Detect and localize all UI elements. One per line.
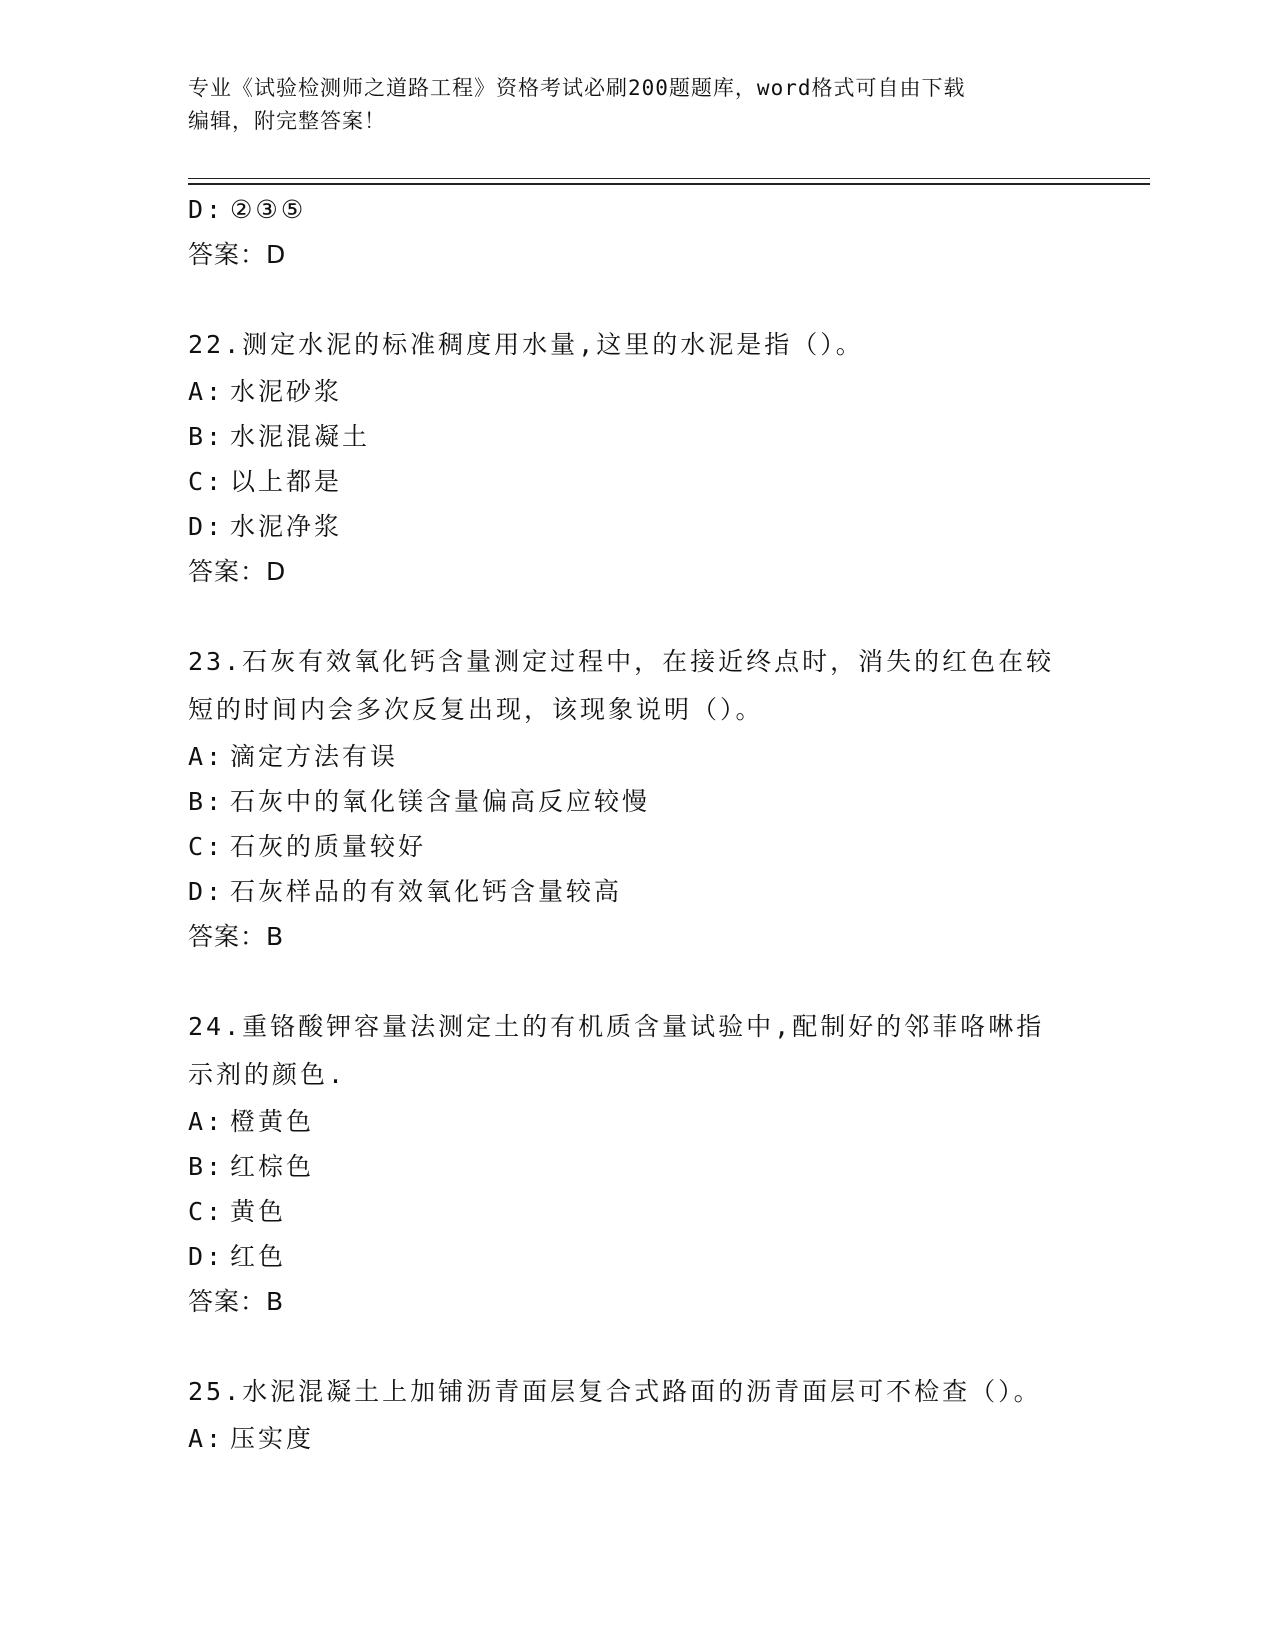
option-text: 压实度 bbox=[230, 1424, 315, 1453]
answer: 答案：B bbox=[188, 922, 285, 951]
question-stem-line-2: 示剂的颜色. bbox=[188, 1060, 347, 1089]
option-key: A: bbox=[188, 742, 225, 771]
option-text: 水泥净浆 bbox=[230, 512, 343, 541]
document-header bbox=[188, 72, 1068, 138]
option-text: ②③⑤ bbox=[230, 195, 307, 224]
option-key: D: bbox=[188, 195, 225, 224]
option-text: 水泥混凝土 bbox=[230, 422, 371, 451]
option-b bbox=[188, 1144, 1088, 1189]
option-key: C: bbox=[188, 832, 225, 861]
option-a bbox=[188, 1099, 1088, 1144]
option-text: 滴定方法有误 bbox=[230, 742, 399, 771]
option-key: C: bbox=[188, 467, 225, 496]
option-a bbox=[188, 734, 1088, 779]
question-stem-line-1: 24.重铬酸钾容量法测定土的有机质含量试验中,配制好的邻菲咯啉指 bbox=[188, 1012, 1045, 1041]
option-c bbox=[188, 1189, 1088, 1234]
option-text: 石灰样品的有效氧化钙含量较高 bbox=[230, 877, 623, 906]
option-text: 石灰的质量较好 bbox=[230, 832, 427, 861]
question-stem: 22.测定水泥的标准稠度用水量,这里的水泥是指（）。 bbox=[188, 330, 864, 359]
question-22 bbox=[188, 321, 1088, 595]
question-stem: 25.水泥混凝土上加铺沥青面层复合式路面的沥青面层可不检查（）。 bbox=[188, 1377, 1042, 1406]
question-25 bbox=[188, 1368, 1088, 1461]
question-stem-line-1: 23.石灰有效氧化钙含量测定过程中，在接近终点时，消失的红色在较 bbox=[188, 647, 1055, 676]
question-24 bbox=[188, 1003, 1088, 1325]
option-key: D: bbox=[188, 512, 225, 541]
option-text: 水泥砂浆 bbox=[230, 377, 343, 406]
option-key: B: bbox=[188, 787, 225, 816]
option-c bbox=[188, 824, 1088, 869]
option-c bbox=[188, 459, 1088, 504]
header-divider-top bbox=[188, 178, 1150, 179]
option-key: B: bbox=[188, 422, 225, 451]
option-key: A: bbox=[188, 1107, 225, 1136]
answer: 答案：B bbox=[188, 1287, 285, 1316]
option-text: 石灰中的氧化镁含量偏高反应较慢 bbox=[230, 787, 651, 816]
option-a bbox=[188, 369, 1088, 414]
option-d bbox=[188, 1234, 1088, 1279]
option-key: D: bbox=[188, 877, 225, 906]
option-key: A: bbox=[188, 1424, 225, 1453]
option-key: C: bbox=[188, 1197, 225, 1226]
header-line-1: 专业《试验检测师之道路工程》资格考试必刷200题题库，word格式可自由下载 bbox=[188, 76, 966, 100]
option-d bbox=[188, 869, 1088, 914]
option-key: D: bbox=[188, 1242, 225, 1271]
option-text: 红色 bbox=[230, 1242, 287, 1271]
option-d bbox=[188, 504, 1088, 549]
option-d bbox=[188, 187, 1088, 232]
option-b bbox=[188, 779, 1088, 824]
header-divider-bottom bbox=[188, 183, 1150, 185]
answer: 答案：D bbox=[188, 557, 287, 586]
option-b bbox=[188, 414, 1088, 459]
question-23 bbox=[188, 638, 1088, 960]
option-text: 以上都是 bbox=[230, 467, 343, 496]
option-a bbox=[188, 1416, 1088, 1461]
option-text: 红棕色 bbox=[230, 1152, 315, 1181]
question-stem-line-2: 短的时间内会多次反复出现，该现象说明（）。 bbox=[188, 695, 764, 724]
option-key: B: bbox=[188, 1152, 225, 1181]
option-text: 橙黄色 bbox=[230, 1107, 315, 1136]
question-list bbox=[188, 187, 1088, 1461]
header-line-2: 编辑，附完整答案！ bbox=[188, 109, 386, 133]
option-text: 黄色 bbox=[230, 1197, 287, 1226]
answer: 答案：D bbox=[188, 240, 287, 269]
option-key: A: bbox=[188, 377, 225, 406]
